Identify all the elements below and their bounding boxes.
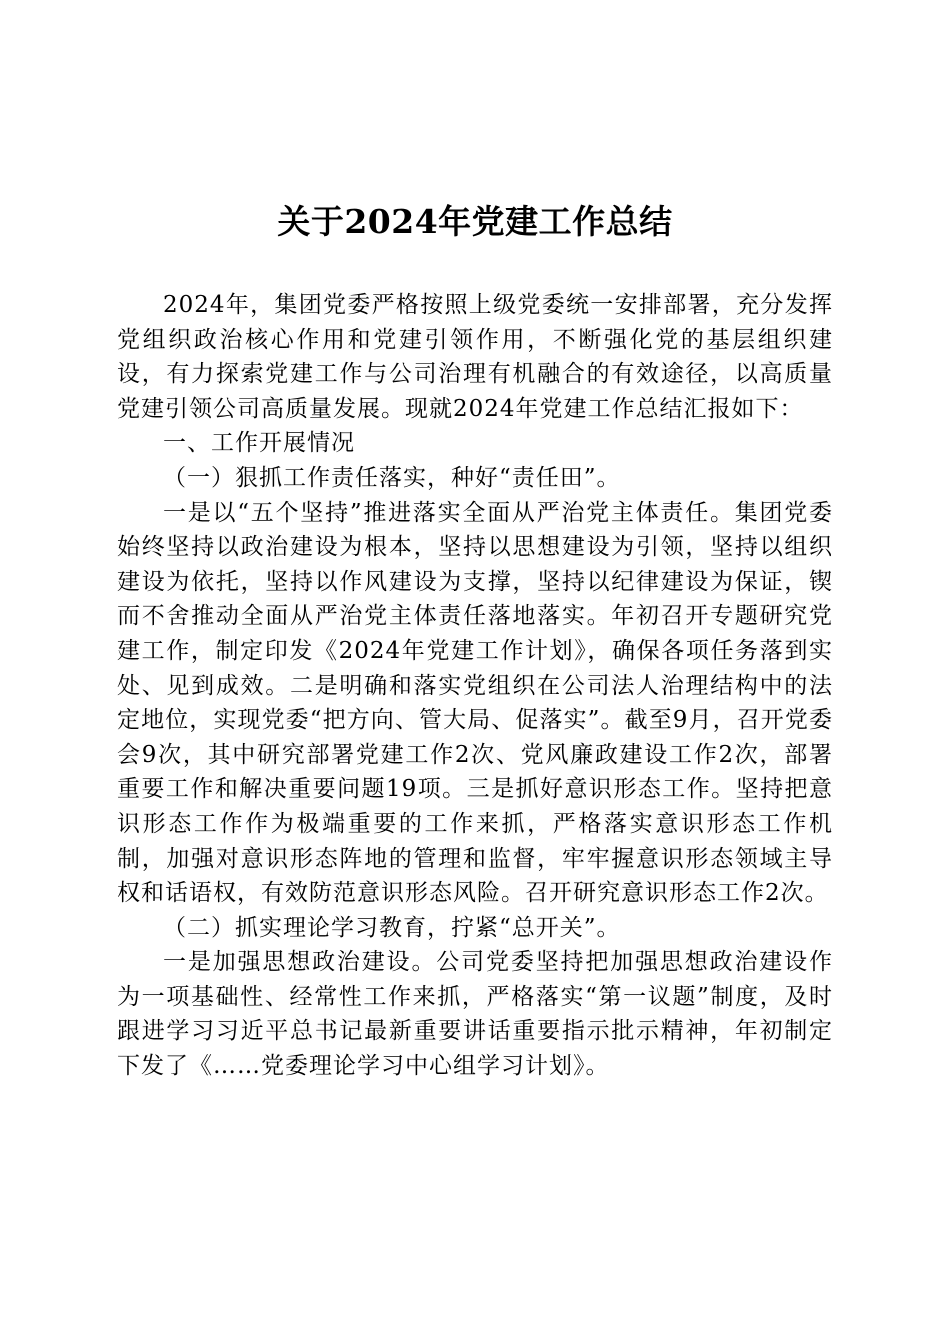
subsection-heading-2: （二）抓实理论学习教育，拧紧“总开关”。 — [163, 914, 621, 941]
intro-paragraph: 2024年，集团党委严格按照上级党委统一安排部署，充分发挥党组织政治核心作用和党建引领作用，不断强化党的基层组织建设，有力探索党建工作与公司治理有机融合的有效途径，以高质量党建引领公司高质量发展。现就2024年党建工作总结汇报如下： — [117, 292, 833, 422]
subsection-heading-1: （一）狠抓工作责任落实，种好“责任田”。 — [163, 464, 621, 491]
subsection-2-paragraph: 一是加强思想政治建设。公司党委坚持把加强思想政治建设作为一项基础性、经常性工作来抓，严格落实“第一议题”制度，及时跟进学习习近平总书记最新重要讲话重要指示批示精神，年初制定下发了《……党委理论学习中心组学习计划》。 — [117, 949, 833, 1080]
subsection-1-paragraph: 一是以“五个坚持”推进落实全面从严治党主体责任。集团党委始终坚持以政治建设为根本，坚持以思想建设为引领，坚持以组织建设为依托，坚持以作风建设为支撑，坚持以纪律建设为保证，锲而不舍推动全面从严治党主体责任落地落实。年初召开专题研究党建工作，制定印发《2024年党建工作计划》，确保各项任务落到实处、见到成效。二是明确和落实党组织在公司法人治理结构中的法定地位，实现党委“把方向、管大局、促落实”。截至9月，召开党委会9次，其中研究部署党建工作2次、党风廉政建设工作2次，部署重要工作和解决重要问题19项。三是抓好意识形态工作。坚持把意识形态工作作为极端重要的工作来抓，严格落实意识形态工作机制，加强对意识形态阵地的管理和监督，牢牢握意识形态领域主导权和话语权，有效防范意识形态风险。召开研究意识形态工作2次。 — [117, 499, 833, 907]
document-title: 关于2024年党建工作总结 — [277, 202, 673, 241]
section-heading-1: 一、工作开展情况 — [163, 430, 355, 457]
document-body — [117, 288, 833, 1084]
